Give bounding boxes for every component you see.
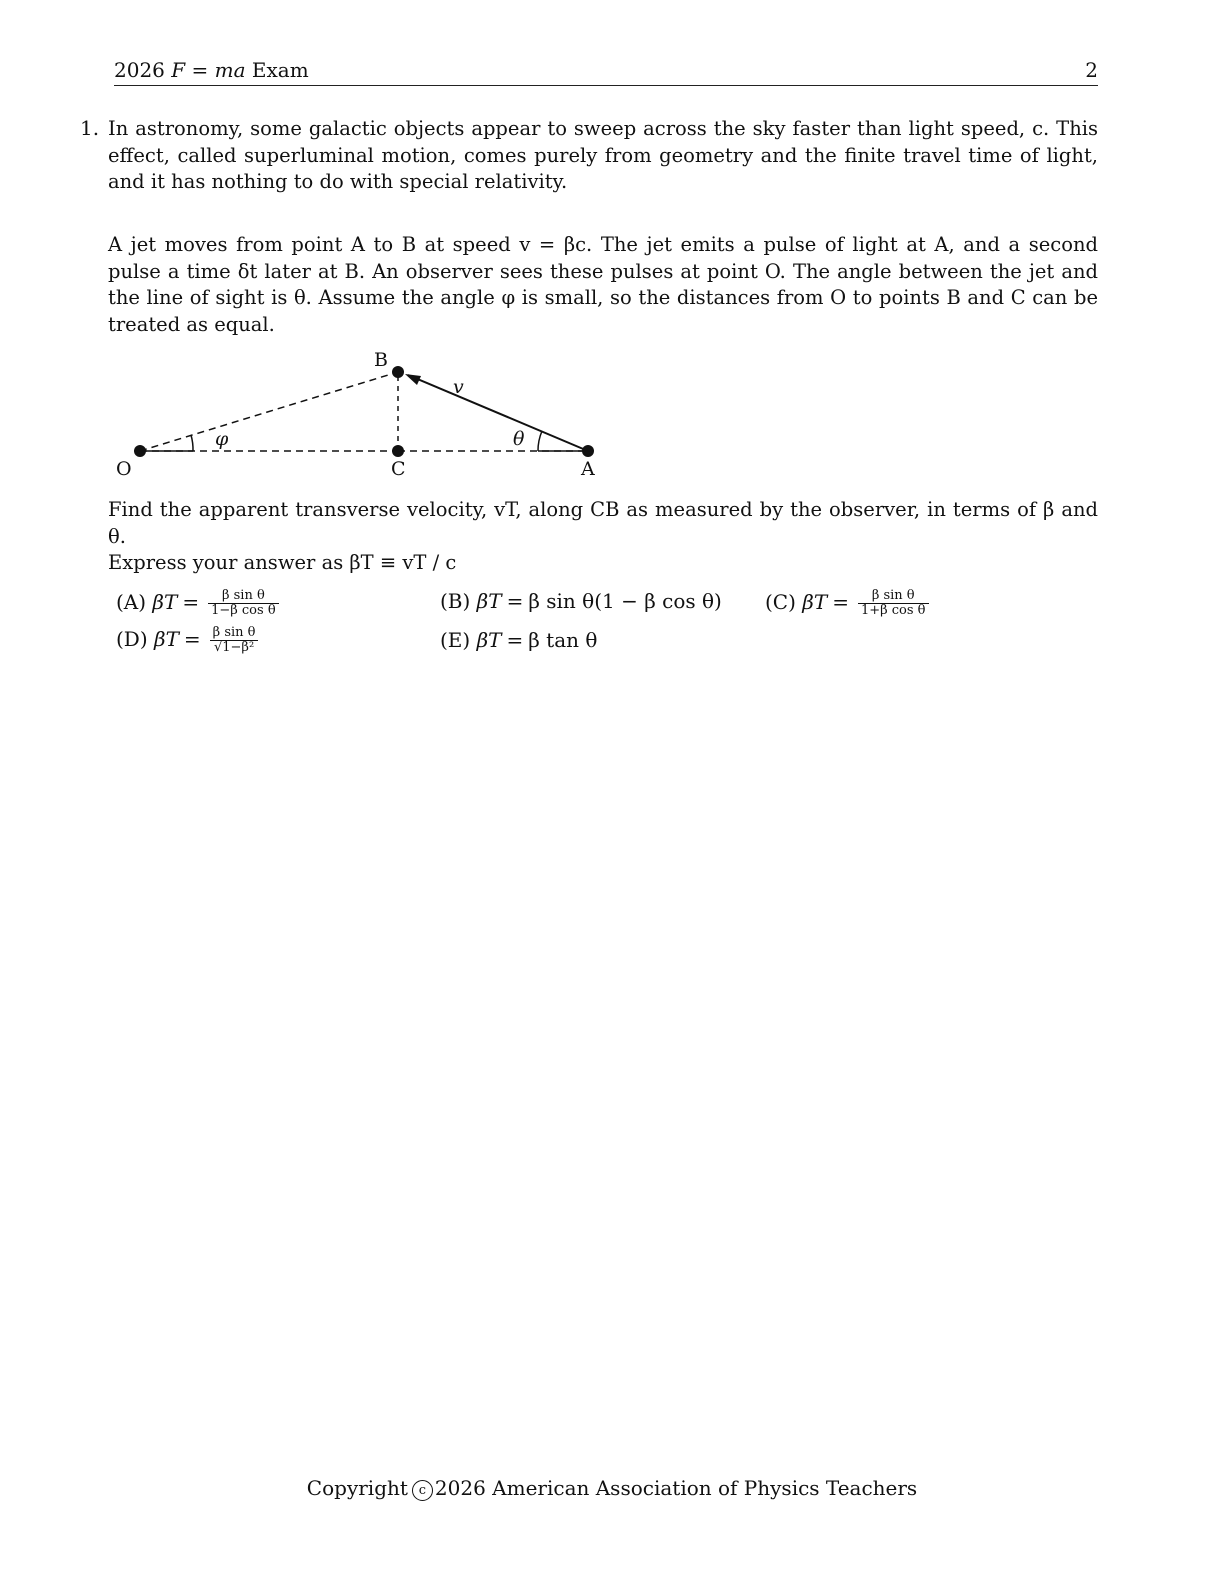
choice-c[interactable] bbox=[765, 589, 929, 618]
choice-b[interactable] bbox=[440, 589, 722, 613]
problem-number: 1. bbox=[80, 116, 100, 140]
choice-b-lhs: βT bbox=[476, 589, 502, 613]
label-theta: θ bbox=[513, 428, 525, 450]
choice-b-expression: β sin θ(1 − β cos θ) bbox=[528, 589, 722, 613]
choice-d-fraction bbox=[210, 626, 259, 655]
label-phi: φ bbox=[215, 428, 229, 450]
exam-year: 2026 bbox=[114, 58, 165, 82]
choice-a-numerator: β sin θ bbox=[208, 589, 279, 604]
choice-e-expression: β tan θ bbox=[528, 628, 598, 652]
choice-c-numerator: β sin θ bbox=[858, 589, 929, 604]
problem-setup: A jet moves from point A to B at speed v = βc. The jet emits a pulse of light at A, and a second pulse a time δt later at B. An observer sees these pulses at point O. The angle between the jet and the line of sight is θ. Assume the angle φ is small, so the distances from O to points B and C can be treated as equal. bbox=[108, 233, 1098, 336]
choice-a[interactable] bbox=[116, 589, 279, 618]
choice-c-lhs: βT bbox=[802, 590, 828, 614]
choice-c-eq: = bbox=[832, 590, 849, 614]
choice-d-eq: = bbox=[183, 627, 201, 651]
choice-d-denominator: √1−β² bbox=[213, 640, 255, 655]
page-header bbox=[114, 56, 1098, 86]
exam-title bbox=[114, 56, 309, 84]
copyright-text-before: Copyright bbox=[306, 1476, 408, 1500]
choice-d-numerator: β sin θ bbox=[210, 626, 259, 641]
choice-c-denominator: 1+β cos θ bbox=[860, 603, 926, 618]
choice-c-label: (C) bbox=[765, 590, 796, 614]
choice-e-label: (E) bbox=[440, 628, 471, 652]
jet-arrowhead-icon bbox=[405, 374, 421, 385]
choice-d[interactable] bbox=[116, 626, 258, 655]
point-b-dot bbox=[392, 366, 404, 378]
choice-a-lhs: βT bbox=[152, 590, 178, 614]
choice-b-eq: = bbox=[506, 589, 524, 613]
label-o: O bbox=[116, 458, 132, 480]
label-c: C bbox=[391, 458, 406, 480]
line-o-b-dashed bbox=[140, 372, 398, 451]
problem-question bbox=[108, 497, 1098, 577]
point-a-dot bbox=[582, 445, 594, 457]
choice-a-fraction bbox=[208, 589, 279, 618]
choice-a-denominator: 1−β cos θ bbox=[211, 603, 276, 618]
question-line-2: Express your answer as βT ≡ vT / c bbox=[108, 551, 457, 574]
jet-vector-line bbox=[408, 375, 588, 451]
choice-b-label: (B) bbox=[440, 589, 471, 613]
choice-e[interactable] bbox=[440, 628, 597, 652]
theta-arc bbox=[538, 431, 542, 451]
point-c-dot bbox=[392, 445, 404, 457]
label-v: v bbox=[453, 376, 464, 398]
point-o-dot bbox=[134, 445, 146, 457]
choice-a-eq: = bbox=[182, 590, 200, 614]
exam-title-suffix: Exam bbox=[251, 58, 309, 82]
choice-a-label: (A) bbox=[116, 590, 147, 614]
exam-title-var-ma: ma bbox=[214, 58, 246, 82]
exam-title-var-f: F bbox=[171, 58, 186, 82]
geometry-diagram bbox=[108, 340, 628, 485]
choice-d-lhs: βT bbox=[154, 627, 179, 651]
choice-e-eq: = bbox=[506, 628, 524, 652]
label-a: A bbox=[581, 458, 595, 480]
copyright-icon: c bbox=[412, 1480, 433, 1501]
phi-arc bbox=[191, 435, 193, 451]
question-line-1: Find the apparent transverse velocity, vT, along CB as measured by the observer, in terms of β and θ. bbox=[108, 498, 1098, 548]
choice-c-fraction bbox=[858, 589, 929, 618]
label-b: B bbox=[374, 349, 388, 371]
copyright-footer bbox=[0, 1476, 1224, 1501]
copyright-text-after: 2026 American Association of Physics Teachers bbox=[434, 1476, 918, 1500]
page-number: 2 bbox=[1085, 58, 1098, 82]
exam-title-eq: = bbox=[191, 58, 209, 82]
problem-intro: In astronomy, some galactic objects appear to sweep across the sky faster than light speed, c. This effect, called superluminal motion, comes purely from geometry and the finite travel time of light, and it has nothing to do with special relativity. bbox=[108, 117, 1098, 193]
choice-d-label: (D) bbox=[116, 627, 148, 651]
choice-e-lhs: βT bbox=[476, 628, 502, 652]
